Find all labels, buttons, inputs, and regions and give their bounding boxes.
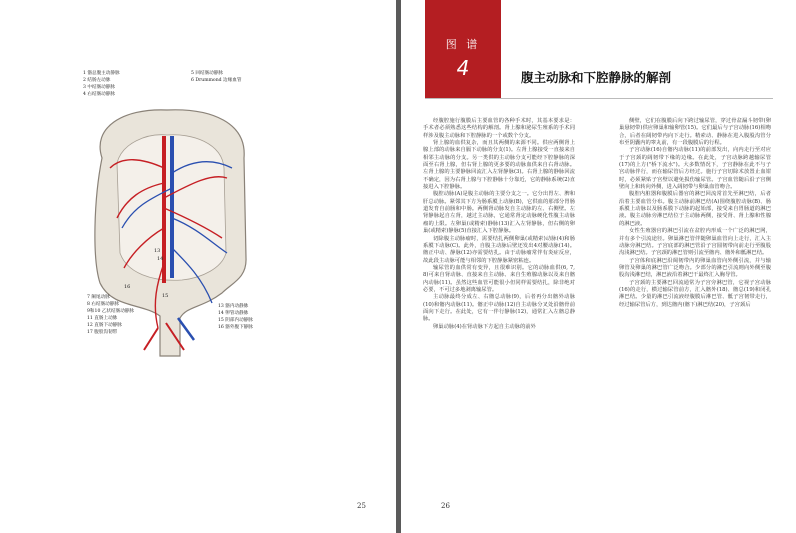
legend-item: 4 右结肠动静脉 [83, 92, 115, 98]
legend-item: 16 髂外腹下静脉 [218, 325, 253, 331]
paragraph: 卵巢动脉(4)在肾动脉下方起自主动脉的前外 [433, 323, 536, 330]
legend-item: 14 卵管动静脉 [218, 311, 249, 317]
page-number: 25 [357, 502, 366, 510]
paragraph: 腹腔内脏器和腹膜后器官的淋巴回流常首先至淋巴结，后者沿着主要血管分布。腹主动脉前淋巴结(A)围绕腹腔动脉(B)、肠系膜上动脉以及肠系膜下动脉的起始部，接受来自胃肠道的淋巴液。腹主动脉旁淋巴结位于主动脉两侧，接受肾、肾上腺和性腺的淋巴液。 [619, 191, 771, 227]
legend-item: 5 回结肠动静脉 [191, 71, 223, 76]
legend-item: 15 阴部内动静脉 [218, 318, 253, 324]
paragraph: 输尿管的血供常有变异，且很难识别。它的动脉血供(6, 7, 8)可来自肾动脉、直接来自主动脉、来自生殖腺动脉以及来自髂内动脉(11)。虽然这些血管可能很小但同样需要结扎，除非绝对必要，不可过多地剥离输尿管。 [423, 264, 575, 293]
chapter-title: 腹主动脉和下腔静脉的解剖 [521, 70, 672, 85]
legend-item: 12 直肠下动静脉 [87, 323, 122, 329]
legend-item: 9和10 乙状结肠动静脉 [87, 309, 134, 315]
paragraph: 子宫动脉(16)自髂内动脉(11)的前部发出，向内走行至对应于子宫颈的阔韧带下缘的边缘。在此处，子宫动脉跨越输尿管(17)的上方("桥下流水")。大多数情况下，子宫静脉在此不与子宫动脉伴行，而在输尿管后方经过。施行子宫切除术放置止血钳时，必须紧贴子宫壁以避免损伤输尿管。子宫血管随后沿子宫侧壁向上和转向外侧，进入阔韧带与卵巢血管吻合。 [619, 147, 771, 191]
banner-label: 图 谱 [445, 38, 481, 51]
legend-item: 7 阑尾动脉 [87, 295, 110, 300]
title-divider [425, 98, 773, 99]
paragraph: 切除腹主动脉瘤时，需要结扎两侧卵巢(或精索)动脉(4)和肠系膜下动脉(C)。此外，自腹主动脉后壁还发出4对腰动脉(14)。髂正中动、静脉(12)亦需要结扎。由于动脉瘤常伴有炎症反应，故此段主动脉可能与相邻的下腔静脉紧密粘连。 [423, 235, 575, 264]
legend-item: 2 结肠左动脉 [83, 78, 111, 84]
banner-number: 4 [456, 56, 470, 80]
legend-top-right [191, 70, 241, 84]
figure-label: 14 [157, 256, 164, 262]
legend-item: 3 中结肠动静脉 [83, 85, 115, 91]
paragraph: 女性生殖器官的淋巴引流在盆腔内形成一个广泛的淋巴网，并有多个引流途径。卵巢淋巴管伴随卵巢血管向上走行，汇入主动脉旁淋巴结。子宫底部的淋巴管沿子宫圆韧带向前走行至腹股沟浅淋巴结。子宫颈的淋巴管则引流至髂内、髂外和骶淋巴结。 [619, 228, 771, 257]
chapter-banner [425, 0, 501, 98]
text-column-right [619, 118, 771, 309]
paragraph: 子宫体和底淋巴沿阔韧带内的卵巢血管向外侧引流，并与输卵管及卵巢的淋巴管广泛吻合。少部分的淋巴引流则向外侧至腹股沟浅淋巴结，淋巴液沿着淋巴干最终汇入胸导管。 [619, 257, 771, 279]
legend-item: 6 Drummond 边缘血管 [191, 78, 242, 84]
legend-item: 1 髂总腹主动静脉 [83, 71, 120, 76]
paragraph: 主动脉最终分成左、右髂总动脉(9)，后者再分出髂外动脉(10)和髂内动脉(11)。髂正中动脉(12)自主动脉分叉处沿髂骨前面向下走行。在此处，它有一伴行静脉(12)，通常汇入左髂总静脉。 [423, 294, 575, 323]
legend-item: 8 右结肠动静脉 [87, 302, 119, 308]
legend-bottom-right [218, 303, 253, 331]
legend-item: 13 髂内动静脉 [218, 304, 249, 309]
legend-item: 11 直肠上动脉 [87, 316, 118, 322]
figure-label: 13 [154, 248, 161, 254]
paragraph: 肾上腺的血供复杂，而且其两侧的来源不同。供应两侧肾上腺上部的动脉来自膈下动脉的分支(1)。左肾上腺接受一直接来自相邻主动脉的分支。另一类供的主动脉分支可能经下腔静脉的深面至右肾上腺，但右肾上腺的更多要的动脉血供来自右肾动脉。左肾上腺的主要静脉回流汇入左肾静脉(3)。右肾上腺的静脉回流不确定，因为右肾上腺与下腔静脉十分靠近，它的静脉系统(2)直接进入下腔静脉。 [423, 140, 575, 191]
page-number: 26 [441, 502, 450, 510]
paragraph: 侧壁，它们在腹膜后向下跨过输尿管，穿过骨盆漏斗韧带(卵巢悬韧带)供应卵巢和输卵管(15)。它们最后与子宫动脉(16)相吻合，后者在阔韧带内向下走行。精索动、静脉在进入腹股沟管分布至阴囊内的睾丸前，有一段腹膜后的行程。 [619, 118, 771, 147]
legend-item: 17 腹股沟韧带 [87, 330, 118, 336]
figure-label: 15 [162, 293, 169, 299]
figure-label: 16 [124, 284, 131, 290]
legend-bottom-left [87, 294, 134, 337]
paragraph: 腹腔动脉(A)是腹主动脉的主要分支之一。它分出胃左、脾和肝总动脉。紧邻其下方为肠系膜上动脉(B)，它供血的那部分胃肠道发育自前肠和中肠。两侧肾动脉发自主动脉的左、右侧壁。左肾静脉起自左肾，越过主动脉，它通常肾定动脉硬化性腹主动脉瘤的上限。左卵巢(或精索)静脉(13)汇入左肾静脉，但右侧的卵巢(或精索)静脉(5)直接汇入下腔静脉。 [423, 191, 575, 235]
right-page [401, 0, 796, 533]
text-column-left [423, 118, 575, 331]
paragraph: 子宫颈的主要淋巴回流通常为子宫旁淋巴管，它视子宫动脉(16)的走行，横过输尿管前方，汇入髂外(18)、髂总(19)和闭孔淋巴结。少量的淋巴引流液经腹膜后淋巴管、骶子宫韧带走行，经过输尿管后方，到达髂内(髂下)淋巴结(20)，子宫颈后 [619, 279, 771, 308]
left-page [0, 0, 396, 533]
paragraph: 经腹腔施行腹膜后主要血管的各种手术时，其基本要求是：手术者必须熟悉这些结构的解剖。肾上腺和泌尿生殖系的手术同样涉及腹主动脉和下腔静脉的一个或数个分支。 [423, 118, 575, 139]
